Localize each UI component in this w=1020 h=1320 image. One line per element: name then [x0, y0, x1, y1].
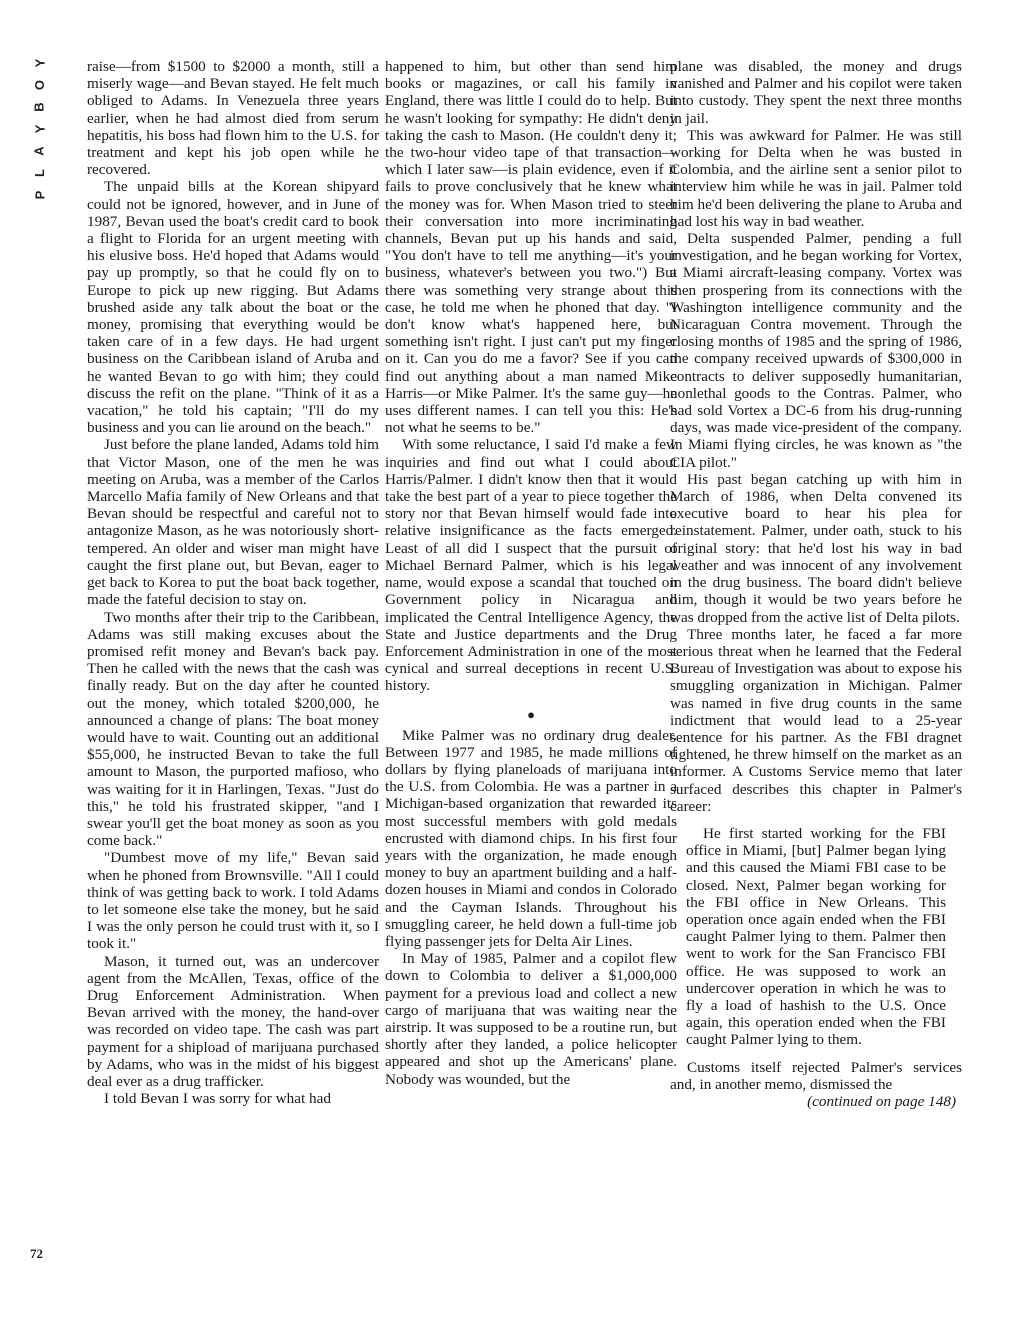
paragraph: plane was disabled, the money and drugs vanished and Palmer and his copilot were taken into custody. They spent the next three months in jail. [670, 58, 962, 127]
page-number: 72 [30, 1246, 43, 1261]
paragraph: raise—from $1500 to $2000 a month, still a miserly wage—and Bevan stayed. He felt much obliged to Adams. In Venezuela three years earlier, when he had almost died from serum hepatitis, his boss had flown him to the U.S. for treatment and kept his job open while he recovered. [87, 58, 379, 179]
magazine-masthead [28, 52, 52, 206]
masthead-letter: P [31, 190, 47, 200]
paragraph: "Dumbest move of my life," Bevan said when he phoned from Brownsville. "All I could think of was getting back to work. I told Adams to let someone else take the money, but he said I was the only person he could trust with it, so I took it." [87, 849, 379, 953]
paragraph: Just before the plane landed, Adams told him that Victor Mason, one of the men he was meeting on Aruba, was a member of the Carlos Marcello Mafia family of New Orleans and that Bevan should be respectful and careful not to antagonize Mason, as he was notoriously short-tempered. An older and wiser man might have caught the first plane out, but Bevan, eager to get back to Korea to put the boat back together, made the fateful decision to stay on. [87, 436, 379, 609]
paragraph: Two months after their trip to the Caribbean, Adams was still making excuses about the promised refit money and Bevan's back pay. Then he called with the news that the cash was finally ready. But on the day after he counted out the money, which totaled $200,000, he announced a change of plans: The boat money would have to wait. Counting out an additional $55,000, he instructed Bevan to take the full amount to Mason, the purported mafioso, who was waiting for it in Harlingen, Texas. "Just do this," he told his frustrated skipper, "and I swear you'll get the boat money as soon as you come back." [87, 608, 379, 850]
paragraph: I told Bevan I was sorry for what had [104, 1090, 331, 1108]
article-column-2 [385, 58, 677, 1088]
paragraph: Three months later, he faced a far more serious threat when he learned that the Federal Bureau of Investigation was about to expose his smuggling organization in Michigan. Palmer was named in five drug counts in the same indictment that would lead to a 25-year sentence for his partner. As the FBI dragnet tightened, he threw himself on the market as an informer. A Customs Service memo that later surfaced describes this chapter in Palmer's career: [670, 625, 962, 815]
paragraph: happened to him, but other than send him books or magazines, or call his family in England, there was little I could do to help. But he wasn't looking for sympathy: He didn't deny taking the cash to Mason. (He couldn't deny it; the two-hour video tape of that transaction—which I later saw—is plain evidence, even if it fails to prove conclusively that he knew what the money was for. When Mason tried to steer their conversation into more incriminating channels, Bevan put up his hands and said, "You don't have to tell me anything—it's your business, whatever's between you two.") But there was something very strange about this case, he told me when he phoned that day. "I don't know what's happened here, but something isn't right. I just can't put my finger on it. Can you do me a favor? See if you can find out anything about a man named Mike Harris—or Mike Palmer. It's the same guy—he uses different names. I can tell you this: He's not what he seems to be." [385, 58, 677, 437]
masthead-letter: A [31, 146, 47, 156]
continued-note: (continued on page 148) [807, 1092, 956, 1110]
paragraph: Delta suspended Palmer, pending a full investigation, and he began working for Vortex, a Miami aircraft-leasing company. Vortex was then prospering from its connections with the Washington intelligence community and the Nicaraguan Contra movement. Through the closing months of 1985 and the spring of 1986, the company received upwards of $300,000 in contracts to deliver supposedly humanitarian, nonlethal goods to the Contras. Palmer, who had sold Vortex a DC-6 from his drug-running days, was made vice-president of the company. In Miami flying circles, he was known as "the CIA pilot." [670, 230, 962, 471]
paragraph: This was awkward for Palmer. He was still working for Delta when he was busted in Colombia, and the airline sent a senior pilot to interview him while he was in jail. Palmer told him he'd been delivering the plane to Aruba and had lost his way in bad weather. [670, 126, 962, 230]
paragraph: Customs itself rejected Palmer's services and, in another memo, dismissed the [670, 1058, 962, 1093]
paragraph: His past began catching up with him in March of 1986, when Delta convened its executive board to hear his plea for reinstatement. Palmer, under oath, stuck to his original story: that he'd lost his way in bad weather and was innocent of any involvement in the drug business. The board didn't believe him, though it would be two years before he was dropped from the active list of Delta pilots. [670, 470, 962, 626]
paragraph: In May of 1985, Palmer and a copilot flew down to Colombia to deliver a $1,000,000 payment for a previous load and collect a new cargo of marijuana that was waiting near the airstrip. It was supposed to be a routine run, but shortly after they landed, a police helicopter appeared and shot up the Americans' plane. Nobody was wounded, but the [385, 950, 677, 1088]
masthead-letter: Y [31, 58, 47, 68]
article-column-3 [670, 58, 962, 1110]
paragraph: Mason, it turned out, was an undercover agent from the McAllen, Texas, office of the Drug Enforcement Administration. When Bevan arrived with the money, the hand-over was recorded on video tape. The cash was part payment for a shipload of marijuana purchased by Adams, who was in the midst of his biggest deal ever as a drug trafficker. [87, 952, 379, 1090]
masthead-letter: Y [31, 124, 47, 134]
paragraph: Mike Palmer was no ordinary drug dealer. Between 1977 and 1985, he made millions of dollars by flying planeloads of marijuana into the U.S. from Colombia. He was a partner in a Michigan-based organization that rewarded its most successful members with gold medals encrusted with diamond chips. In his first four years with the organization, he made enough money to buy an apartment building and a half-dozen houses in Miami and condos in Colorado and the Cayman Islands. Throughout his smuggling career, he held down a full-time job flying passenger jets for Delta Air Lines. [385, 726, 677, 950]
paragraph: The unpaid bills at the Korean shipyard could not be ignored, however, and in June of 1987, Bevan used the boat's credit card to book a flight to Florida for an urgent meeting with his elusive boss. He'd hoped that Adams would pay up promptly, so that he could fly on to Europe to pick up new rigging. But Adams brushed aside any talk about the boat or the money, promising that everything would be taken care of in a few days. He had urgent business on the Caribbean island of Aruba and he wanted Bevan to go with him; they could discuss the refit on the plane. "Think of it as a vacation," he told his captain; "I'll do my business and you can lie around on the beach." [87, 178, 379, 437]
paragraph: With some reluctance, I said I'd make a few inquiries and find out what I could about Harris/Palmer. I didn't know then that it would take the best part of a year to piece together the story nor that Bevan himself would fade into relative insignificance as the facts emerged. Least of all did I suspect that the pursuit of Michael Bernard Palmer, which is his legal name, would expose a scandal that touched on Government policy in Nicaragua and implicated the Central Intelligence Agency, the State and Justice departments and the Drug Enforcement Administration in one of the most cynical and surreal deceptions in recent U.S. history. [385, 436, 677, 695]
memo-blockquote [686, 825, 946, 1049]
masthead-letter: L [31, 169, 47, 177]
masthead-letter: B [31, 102, 47, 112]
masthead-letter: O [32, 79, 47, 91]
section-separator: ● [527, 706, 535, 722]
memo-text: He first started working for the FBI office in Miami, [but] Palmer began lying and this caused the Miami FBI case to be closed. Next, Palmer began working for the FBI office in New Orleans. This operation once again ended when the FBI caught Palmer lying to them. Palmer then went to work for the San Francisco FBI office. He was supposed to work an undercover operation in which he was to fly a load of hashish to the U.S. Once again, this operation ended when the FBI caught Palmer lying to them. [686, 824, 946, 1049]
article-column-1 [87, 58, 379, 1107]
